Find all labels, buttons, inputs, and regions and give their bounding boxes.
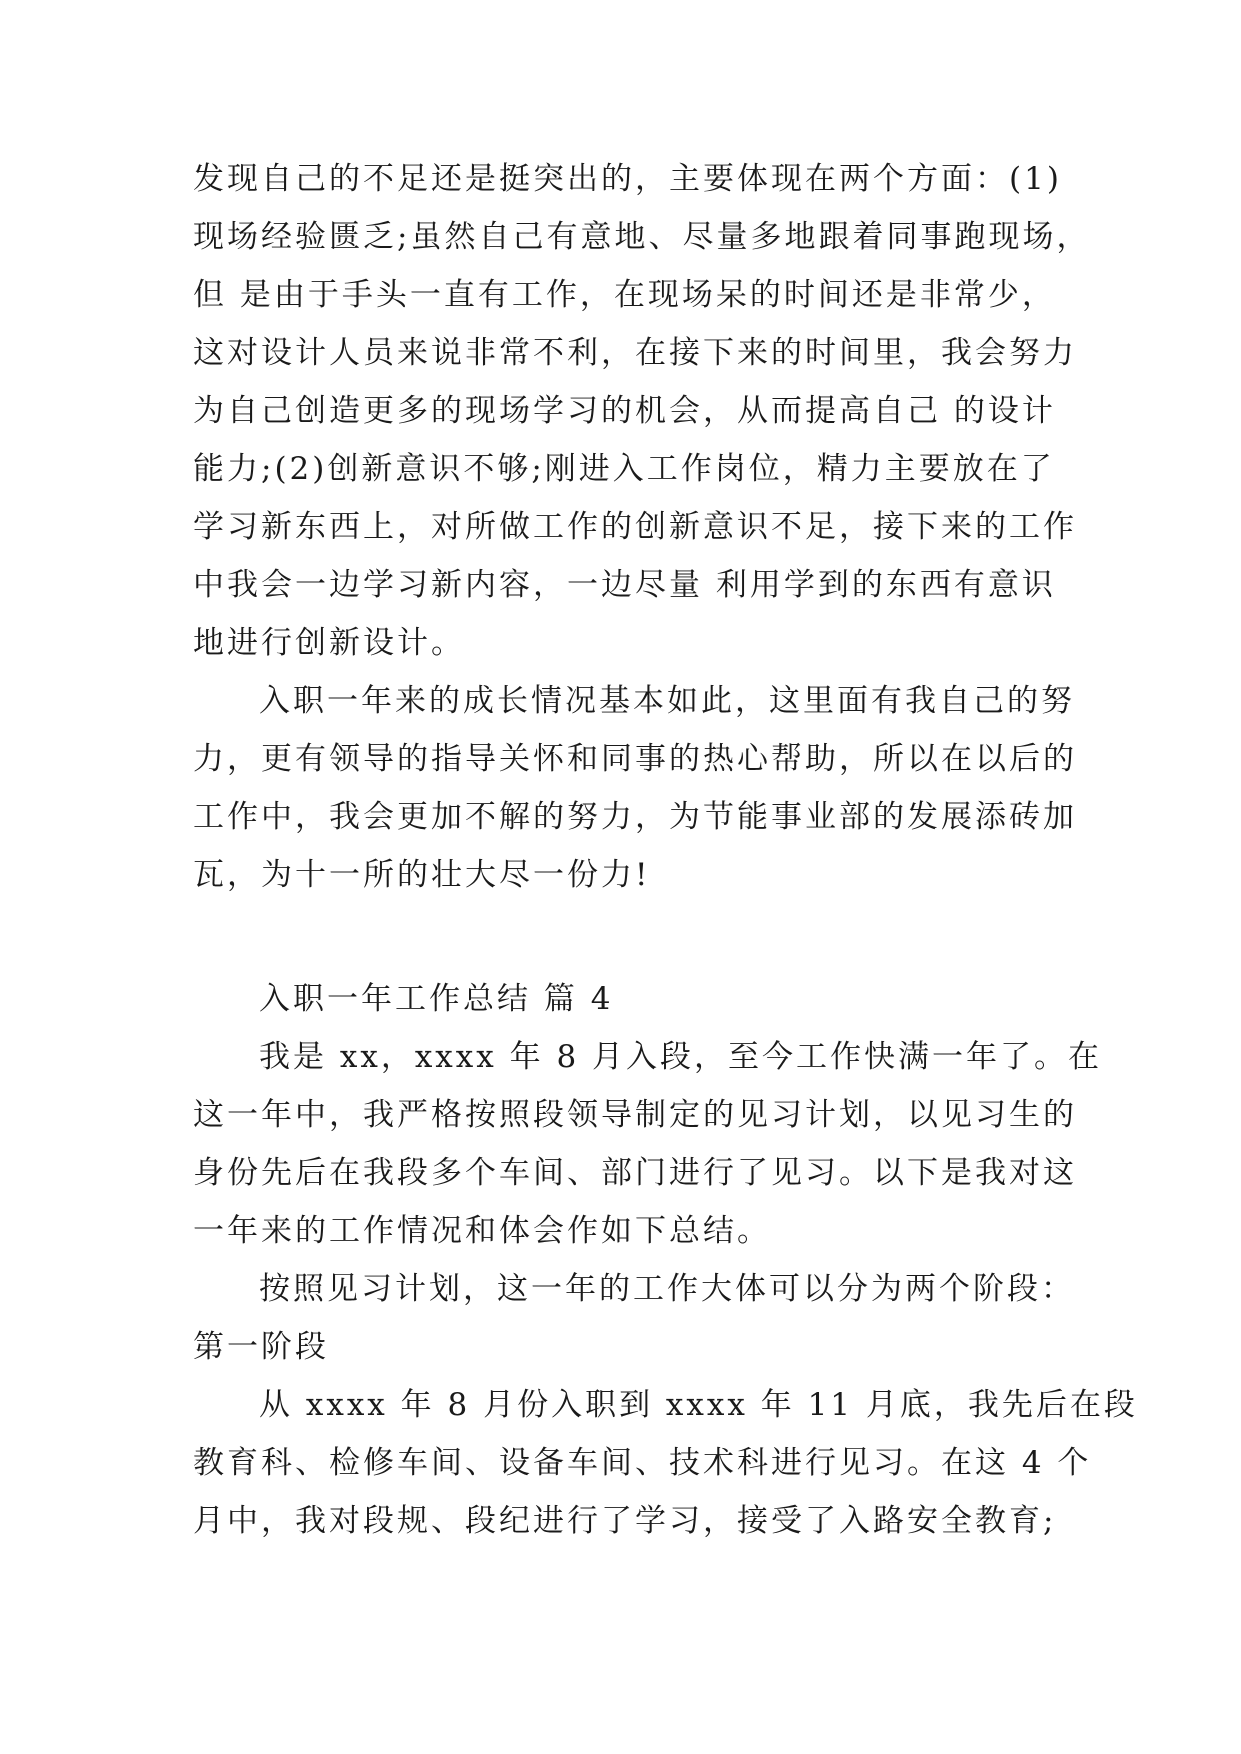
text-line: 能力;(2)创新意识不够;刚进入工作岗位，精力主要放在了: [193, 451, 1055, 487]
text-line: 力，更有领导的指导关怀和同事的热心帮助，所以在以后的: [193, 741, 1077, 777]
paragraph-stages: [193, 1260, 1073, 1376]
text-line: 学习新东西上，对所做工作的创新意识不足，接下来的工作: [193, 509, 1077, 545]
text-line: 现场经验匮乏;虽然自己有意地、尽量多地跟着同事跑现场，: [193, 219, 1091, 255]
text-line: 这对设计人员来说非常不利，在接下来的时间里，我会努力: [193, 335, 1077, 371]
paragraph-weaknesses: [193, 150, 1091, 672]
paragraph-stage-one: [193, 1376, 1138, 1550]
text-line: 发现自己的不足还是挺突出的，主要体现在两个方面：(1): [193, 161, 1062, 197]
paragraph-intro: [193, 1028, 1103, 1260]
text-line: 入职一年来的成长情况基本如此，这里面有我自己的努: [259, 683, 1075, 719]
text-line: 但 是由于手头一直有工作，在现场呆的时间还是非常少，: [193, 277, 1056, 313]
text-line: 地进行创新设计。: [193, 625, 465, 661]
text-line: 中我会一边学习新内容，一边尽量 利用学到的东西有意识: [193, 567, 1056, 603]
text-line: 教育科、检修车间、设备车间、技术科进行见习。在这 4 个: [193, 1445, 1092, 1481]
text-line: 为自己创造更多的现场学习的机会，从而提高自己 的设计: [193, 393, 1056, 429]
text-line: 一年来的工作情况和体会作如下总结。: [193, 1213, 771, 1249]
text-line: 第一阶段: [193, 1329, 329, 1365]
text-line: 工作中，我会更加不解的努力，为节能事业部的发展添砖加: [193, 799, 1077, 835]
text-line: 这一年中，我严格按照段领导制定的见习计划，以见习生的: [193, 1097, 1077, 1133]
text-line: 我是 xx，xxxx 年 8 月入段，至今工作快满一年了。在: [259, 1039, 1103, 1075]
text-line: 身份先后在我段多个车间、部门进行了见习。以下是我对这: [193, 1155, 1077, 1191]
text-line: 按照见习计划，这一年的工作大体可以分为两个阶段：: [259, 1271, 1075, 1307]
paragraph-conclusion: [193, 672, 1077, 904]
text-line: 月中，我对段规、段纪进行了学习，接受了入路安全教育;: [193, 1503, 1057, 1539]
text-line: 瓦，为十一所的壮大尽一份力!: [193, 857, 651, 893]
section-heading: 入职一年工作总结 篇 4: [259, 981, 614, 1017]
text-line: 从 xxxx 年 8 月份入职到 xxxx 年 11 月底，我先后在段: [259, 1387, 1138, 1423]
